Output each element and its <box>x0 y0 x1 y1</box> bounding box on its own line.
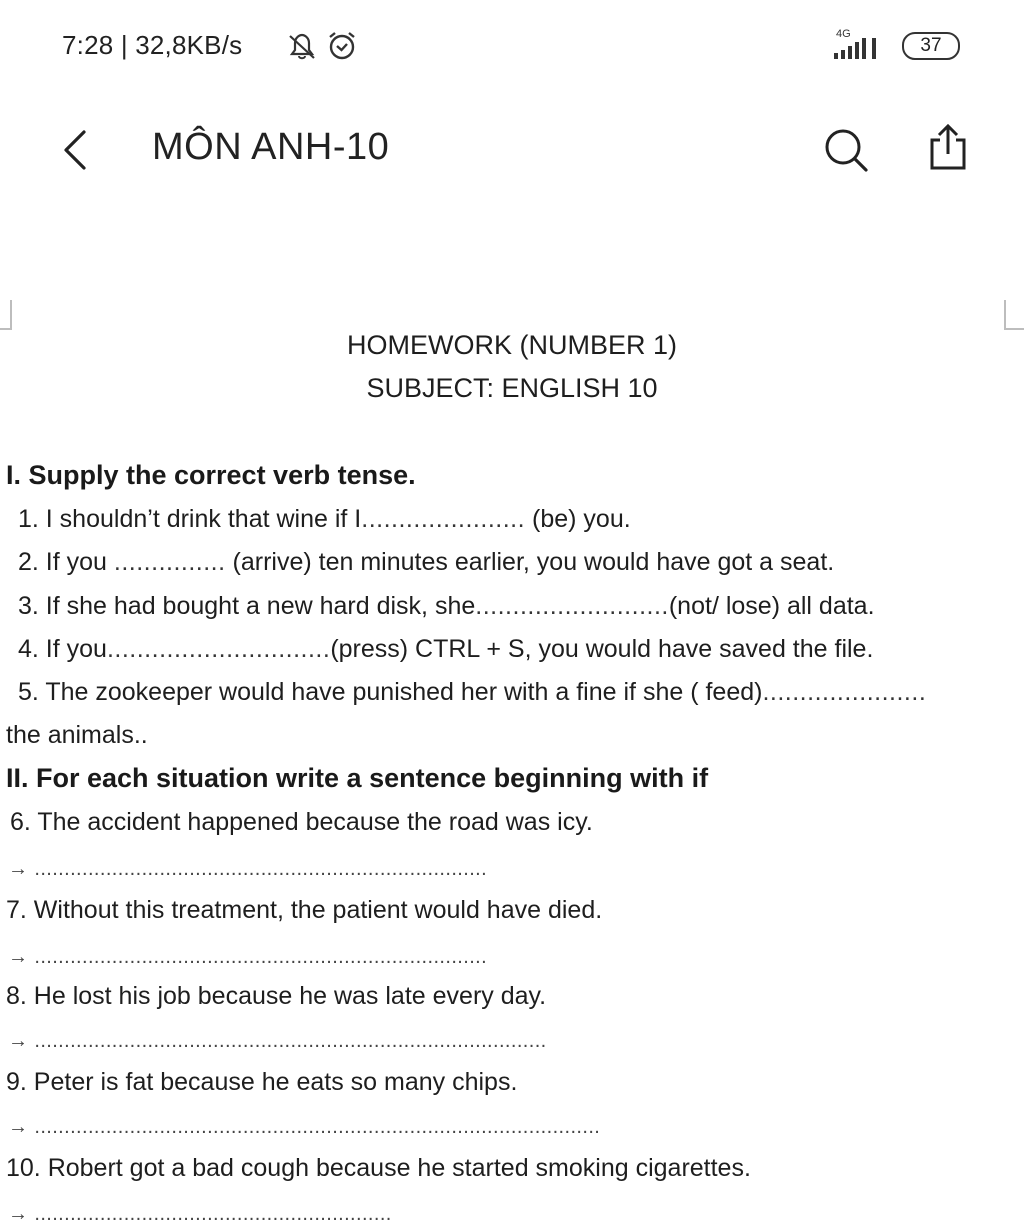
question-5-continued: the animals.. <box>6 721 148 749</box>
question-1-blank: ...................... <box>361 505 526 533</box>
question-1 <box>18 505 631 534</box>
subject-line: SUBJECT: ENGLISH 10 <box>366 373 658 403</box>
answer-line-10: → ............................................................ <box>8 1203 392 1225</box>
page-corner-mark-left <box>0 300 12 330</box>
bell-muted-icon <box>286 32 318 60</box>
page-corner-mark-right <box>1004 300 1024 330</box>
alarm-clock-icon <box>326 30 358 62</box>
question-4-hint: (press) CTRL + S, you would have saved the file. <box>330 635 874 663</box>
share-icon[interactable] <box>924 122 972 172</box>
question-2 <box>18 548 834 577</box>
question-5-blank: ...................... <box>762 678 927 706</box>
question-3-hint: (not/ lose) all data. <box>668 592 875 620</box>
situation-10: 10. Robert got a bad cough because he started smoking cigarettes. <box>6 1154 751 1182</box>
situation-9: 9. Peter is fat because he eats so many chips. <box>6 1068 518 1096</box>
question-5-text: 5. The zookeeper would have punished her with a fine if she ( feed) <box>18 678 763 706</box>
question-2-text: 2. If you <box>18 548 114 576</box>
question-2-hint: (arrive) ten minutes earlier, you would have got a seat. <box>225 548 835 576</box>
question-4 <box>18 635 873 664</box>
answer-line-7: → ............................................................................ <box>8 946 488 968</box>
question-1-hint: (be) you. <box>525 505 631 533</box>
question-4-text: 4. If you <box>18 635 107 663</box>
answer-line-6: → ............................................................................ <box>8 858 488 880</box>
answer-line-8: → ...................................................................................... <box>8 1030 547 1052</box>
back-arrow-icon[interactable] <box>58 128 94 172</box>
document-title: MÔN ANH-10 <box>152 126 390 168</box>
battery-indicator <box>902 32 960 60</box>
question-5 <box>18 678 926 707</box>
situation-8: 8. He lost his job because he was late every day. <box>6 982 547 1010</box>
search-icon[interactable] <box>822 126 870 174</box>
question-1-text: 1. I shouldn’t drink that wine if I <box>18 505 362 533</box>
question-4-blank: .............................. <box>106 635 331 663</box>
question-3-text: 3. If she had bought a new hard disk, she <box>18 592 476 620</box>
situation-6: 6. The accident happened because the road was icy. <box>10 808 593 836</box>
question-3-blank: .......................... <box>475 592 669 620</box>
battery-level: 37 <box>902 32 960 60</box>
answer-line-9: → ............................................................................................... <box>8 1116 601 1138</box>
homework-title: HOMEWORK (NUMBER 1) <box>347 330 677 360</box>
signal-strength-icon <box>832 36 884 62</box>
status-bar-left <box>62 30 242 61</box>
question-3 <box>18 592 875 621</box>
section-2-title: II. For each situation write a sentence beginning with if <box>6 763 709 793</box>
network-type-label: 4G <box>836 28 851 40</box>
status-time-speed: 7:28 | 32,8KB/s <box>62 30 243 60</box>
section-1-title: I. Supply the correct verb tense. <box>6 460 416 490</box>
situation-7: 7. Without this treatment, the patient would have died. <box>6 896 603 924</box>
question-2-blank: ............... <box>113 548 226 576</box>
